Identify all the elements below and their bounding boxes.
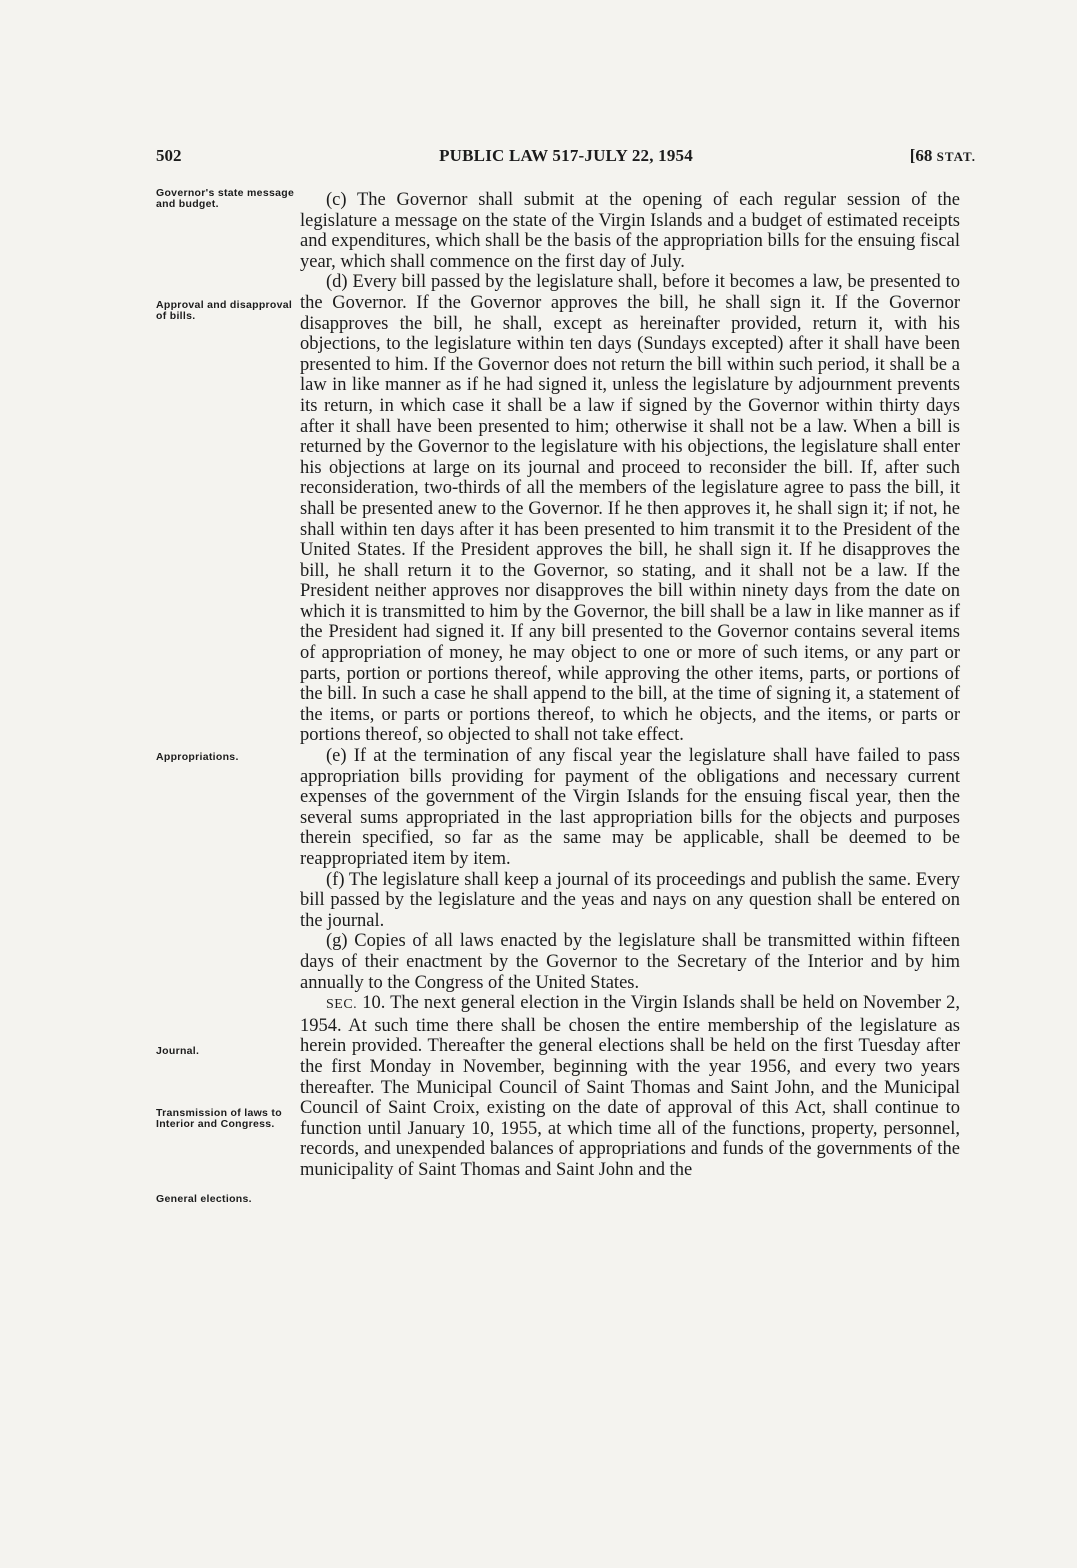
margin-note-approval-bills: Approval and disapproval of bills.	[156, 299, 293, 322]
page-number: 502	[156, 146, 182, 165]
margin-note-journal: Journal.	[156, 1045, 200, 1057]
margin-note-general-elections: General elections.	[156, 1193, 252, 1205]
page-header	[156, 146, 976, 172]
margin-note-transmission: Transmission of laws to Interior and Congress.	[156, 1107, 282, 1130]
paragraph-g: (g) Copies of all laws enacted by the legislature shall be transmitted within fifteen days of their enactment by the Governor to the Secretary of the Interior and by him annually to the Congress of the United States.	[300, 931, 960, 993]
statute-citation: [68 STAT.	[909, 146, 976, 165]
margin-note-governor-message: Governor's state message and budget.	[156, 187, 295, 210]
document-body	[300, 190, 960, 1181]
section-label: SEC.	[326, 997, 358, 1013]
paragraph-c: (c) The Governor shall submit at the opening of each regular session of the legislature a message on the state of the Virgin Islands and a budget of estimated receipts and expenditures, which shall be the basis of the appropriation bills for the ensuing fiscal year, which shall commence on the first day of July.	[300, 190, 960, 272]
paragraph-e: (e) If at the termination of any fiscal year the legislature shall have failed to pass appropriation bills providing for payment of the obligations and necessary current expenses of the government of the Virgin Islands for the ensuing fiscal year, then the several sums appropriated in the last appropriation bills for the objects and purposes therein specified, so far as the same may be applicable, shall be deemed to be reappropriated item by item.	[300, 746, 960, 869]
running-title: PUBLIC LAW 517-JULY 22, 1954	[439, 146, 693, 165]
section-10	[300, 993, 960, 1180]
paragraph-d: (d) Every bill passed by the legislature shall, before it becomes a law, be presented to the Governor. If the Governor approves the bill, he shall sign it. If the Governor disapproves the bill, he shall, except as hereinafter provided, return it, with his objections, to the legislature within ten days (Sundays excepted) after it shall have been presented to him. If the Governor does not return the bill within such period, it shall be a law in like manner as if he had signed it, unless the legislature by adjournment prevents its return, in which case it shall be a law if signed by the Governor within thirty days after it shall have been presented to him; otherwise it shall not be a law. When a bill is returned by the Governor to the legislature with his objections, the legislature shall enter his objections at large on its journal and proceed to reconsider the bill. If, after such reconsideration, two-thirds of all the members of the legislature agree to pass the bill, it shall be presented anew to the Governor. If he then approves it, he shall sign it; if not, he shall within ten days after it has been presented to him transmit it to the President of the United States. If the President approves the bill, he shall sign it. If he disapproves the bill, he shall return it to the Governor, so stating, and it shall not be a law. If the President neither approves nor disapproves the bill within ninety days from the date on which it is transmitted to him by the Governor, the bill shall be a law in like manner as if the President had signed it. If any bill presented to the Governor contains several items of appropriation of money, he may object to one or more of such items, or any part or parts, portion or portions thereof, while approving the other items, parts, or portions of the bill. In such a case he shall append to the bill, at the time of signing it, a statement of the items, or parts or portions thereof, to which he objects, and the items, or parts or portions thereof, so objected to shall not take effect.	[300, 272, 960, 746]
paragraph-f: (f) The legislature shall keep a journal of its proceedings and publish the same. Every bill passed by the legislature and the yeas and nays on any question shall be entered on the journal.	[300, 869, 960, 931]
section-10-text: 10. The next general election in the Virgin Islands shall be held on November 2, 1954. At such time there shall be chosen the entire membership of the legislature as herein provided. Thereafter the general elections shall be held on the first Tuesday after the first Monday in November, beginning with the year 1956, and every two years thereafter. The Municipal Council of Saint Thomas and Saint John, and the Municipal Council of Saint Croix, existing on the date of approval of this Act, shall continue to function until January 10, 1955, at which time all of the functions, property, personnel, records, and unexpended balances of appropriations and funds of the governments of the municipality of Saint Thomas and Saint John and the	[300, 993, 960, 1180]
margin-note-appropriations: Appropriations.	[156, 751, 239, 763]
